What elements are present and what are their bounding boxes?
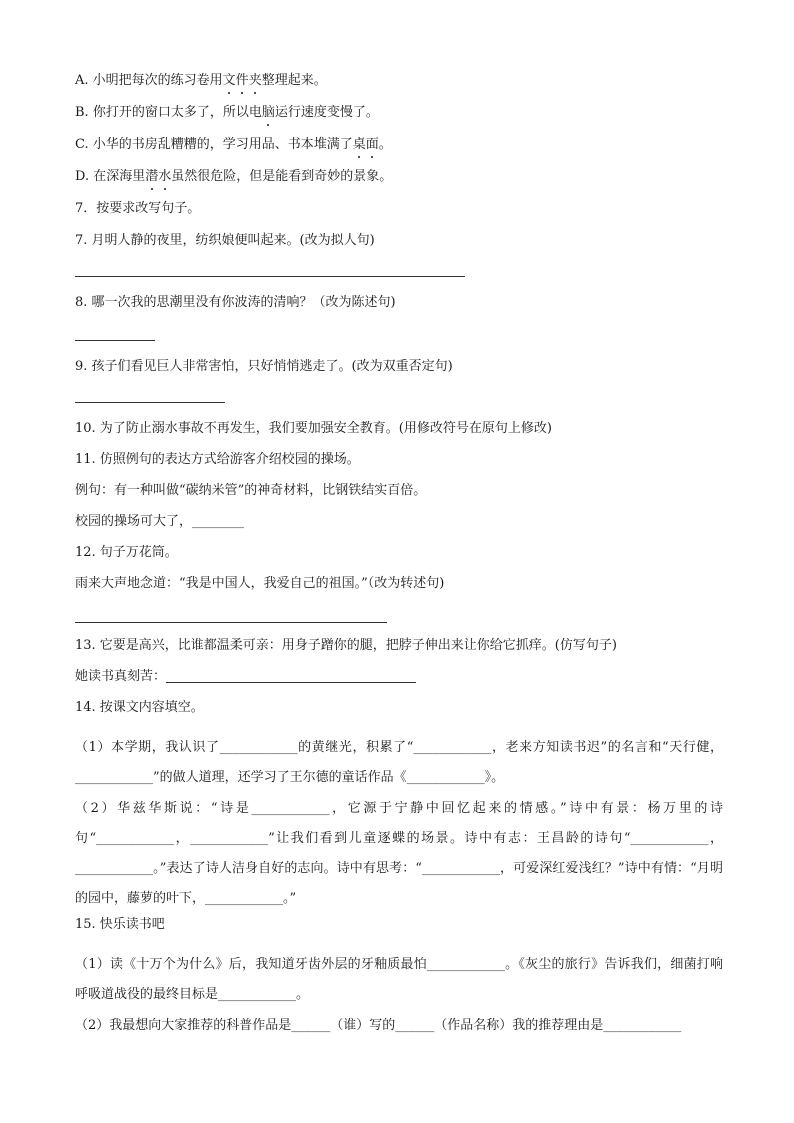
question-7-sentence: 7. 月明人静的夜里，纺织娘便叫起来。(改为拟人句): [75, 233, 375, 248]
question-14: 14. 按课文内容填空。: [75, 700, 204, 715]
answer-line[interactable]: [166, 668, 416, 683]
option-a: [75, 72, 327, 90]
dotted-char: 潜: [145, 169, 159, 184]
question-12: 12. 句子万花筒。: [75, 545, 178, 560]
question-11: 11. 仿照例句的表达方式给游客介绍校园的操场。: [75, 452, 360, 467]
option-d-text-end: 虽然很危险，但是能看到奇妙的景象。: [171, 169, 393, 184]
dotted-char: 桌: [352, 137, 366, 152]
dotted-char: 水: [158, 169, 172, 184]
question-11-answer[interactable]: 校园的操场可大了，________: [75, 514, 245, 529]
question-15: 15. 快乐读书吧: [75, 917, 165, 932]
question-13-answer-prefix: 她读书真刻苦：: [75, 669, 167, 684]
question-8: 8. 哪一次我的思潮里没有你波涛的清响？（改为陈述句): [75, 295, 396, 310]
question-13-answer: [75, 668, 416, 686]
answer-line[interactable]: [75, 276, 465, 277]
option-b-text: B. 你打开的窗口太多了，所以电: [75, 105, 262, 120]
option-b: [75, 104, 379, 122]
option-b-text-end: 运行速度变慢了。: [274, 105, 379, 120]
dotted-char: 夹: [248, 73, 262, 88]
question-15-part-1: （1）读《十万个为什么》后，我知道牙齿外层的牙釉质最怕____________。《灰尘的旅行》告诉我们，细菌打响呼吸道战役的最终目标是____________。: [75, 957, 723, 1002]
answer-line[interactable]: [75, 622, 387, 623]
question-14-part-2: （2）华兹华斯说：“诗是____________，它源于宁静中回忆起来的情感。”诗中有景：杨万里的诗句“____________，____________”让我们看到儿童逐蝶的场景。诗中有志：王昌龄的诗句“____________，____________。”表达了诗人洁身自好的志向。诗中有思考：“____________，可爱深红爱浅红？”诗中有情：“月明的园中，藤萝的叶下，____________。”: [75, 801, 723, 906]
answer-line[interactable]: [75, 402, 225, 403]
option-c-text: C. 小华的书房乱糟糟的，学习用品、书本堆满了: [75, 137, 353, 152]
option-d-text: D. 在深海里: [75, 169, 146, 184]
option-c-text-end: 。: [378, 137, 392, 152]
question-13: 13. 它要是高兴，比谁都温柔可亲：用身子蹭你的腿，把脖子伸出来让你给它抓痒。(仿写句子): [75, 638, 617, 653]
question-10: 10. 为了防止溺水事故不再发生，我们要加强安全教育。(用修改符号在原句上修改): [75, 421, 552, 436]
question-15-part-2: （2）我最想向大家推荐的科普作品是______（谁）写的______（作品名称）我的推荐理由是____________: [75, 1018, 682, 1033]
dotted-char: 面: [365, 137, 379, 152]
question-14-part-1: （1）本学期，我认识了____________的黄继光，积累了“____________，老来方知读书迟”的名言和“天行健，____________”的做人道理，还学习了王尔德的童话作品《____________》。: [75, 740, 723, 785]
dotted-char: 脑: [261, 105, 275, 120]
answer-line[interactable]: [75, 340, 155, 341]
dotted-char: 件: [235, 73, 249, 88]
option-d: [75, 168, 392, 186]
option-c: [75, 136, 392, 154]
question-12-sentence: 雨来大声地念道：“我是中国人，我爱自己的祖国。”（改为转述句): [75, 576, 445, 591]
option-a-text-end: 整理起来。: [261, 73, 327, 88]
question-11-example: 例句：有一种叫做“碳纳米管”的神奇材料，比钢铁结实百倍。: [75, 483, 427, 498]
option-a-text: A. 小明把每次的练习卷用: [75, 73, 223, 88]
question-7-title: 7．按要求改写句子。: [75, 201, 201, 216]
question-9: 9. 孩子们看见巨人非常害怕，只好悄悄逃走了。(改为双重否定句): [75, 359, 453, 374]
dotted-char: 文: [222, 73, 236, 88]
